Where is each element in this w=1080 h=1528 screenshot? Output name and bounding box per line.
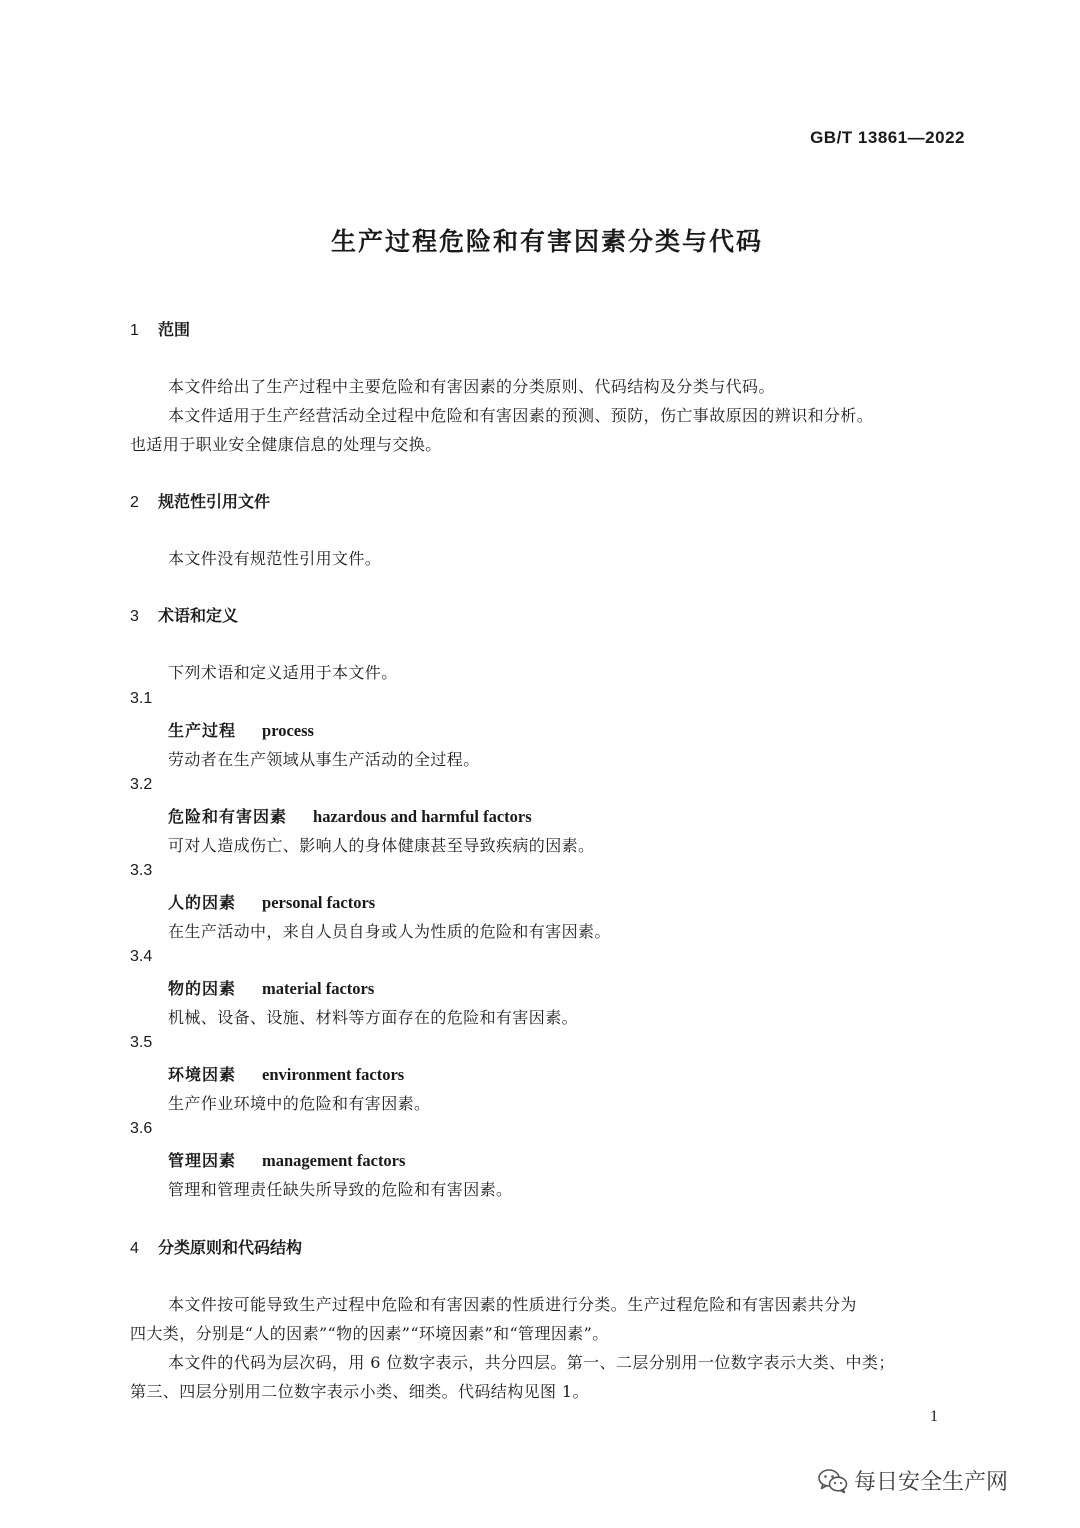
term-zh: 生产过程 [168,721,237,740]
term-en: hazardous and harmful factors [313,807,532,826]
section-title: 范围 [158,320,191,339]
term-definition: 机械、设备、设施、材料等方面存在的危险和有害因素。 [168,1008,579,1027]
term-zh: 环境因素 [168,1065,237,1084]
paragraph: 本文件的代码为层次码，用 6 位数字表示，共分四层。第一、二层分别用一位数字表示大类、中类； [168,1353,895,1372]
term-number: 3.3 [130,862,153,879]
section-title: 术语和定义 [158,606,239,625]
term-definition: 生产作业环境中的危险和有害因素。 [168,1094,431,1113]
paragraph-continuation: 第三、四层分别用二位数字表示小类、细类。代码结构见图 1。 [130,1382,589,1401]
term-en: material factors [262,979,375,998]
paragraph: 本文件没有规范性引用文件。 [168,549,382,568]
paragraph: 本文件适用于生产经营活动全过程中危险和有害因素的预测、预防，伤亡事故原因的辨识和分析。 [168,406,874,425]
term-number: 3.1 [130,690,153,707]
section-2-heading [130,489,270,512]
wechat-icon [818,1468,848,1494]
term-zh: 人的因素 [168,893,237,912]
term-en: process [262,721,314,740]
paragraph-continuation: 四大类，分别是“人的因素”“物的因素”“环境因素”和“管理因素”。 [130,1324,609,1343]
term-definition: 可对人造成伤亡、影响人的身体健康甚至导致疾病的因素。 [168,836,595,855]
section-title: 规范性引用文件 [158,492,271,511]
section-3-heading [130,603,238,626]
term-number: 3.6 [130,1120,153,1137]
paragraph-continuation: 也适用于职业安全健康信息的处理与交换。 [130,435,442,454]
standard-code: GB/T 13861—2022 [810,128,965,147]
term-heading [168,804,532,827]
term-zh: 危险和有害因素 [168,807,288,826]
term-en: personal factors [262,893,376,912]
term-definition: 在生产活动中，来自人员自身或人为性质的危险和有害因素。 [168,922,611,941]
paragraph: 下列术语和定义适用于本文件。 [168,663,398,682]
term-heading [168,976,374,999]
section-4-heading [130,1235,302,1258]
term-heading [168,1148,405,1171]
section-1-heading [130,317,190,340]
term-definition: 劳动者在生产领域从事生产活动的全过程。 [168,750,480,769]
watermark [818,1465,1008,1496]
section-number: 3 [130,608,139,625]
term-heading [168,718,314,741]
page-number: 1 [930,1408,938,1425]
term-definition: 管理和管理责任缺失所导致的危险和有害因素。 [168,1180,513,1199]
term-number: 3.2 [130,776,153,793]
term-number: 3.4 [130,948,153,965]
paragraph: 本文件给出了生产过程中主要危险和有害因素的分类原则、代码结构及分类与代码。 [168,377,775,396]
paragraph: 本文件按可能导致生产过程中危险和有害因素的性质进行分类。生产过程危险和有害因素共分为 [168,1295,857,1314]
watermark-text: 每日安全生产网 [854,1470,1009,1495]
section-number: 2 [130,494,139,511]
term-zh: 管理因素 [168,1151,237,1170]
document-title: 生产过程危险和有害因素分类与代码 [330,227,763,256]
term-zh: 物的因素 [168,979,237,998]
section-number: 4 [130,1240,139,1257]
section-number: 1 [130,322,139,339]
term-number: 3.5 [130,1034,153,1051]
section-title: 分类原则和代码结构 [158,1238,303,1257]
term-en: environment factors [262,1065,405,1084]
term-heading [168,1062,404,1085]
term-heading [168,890,375,913]
term-en: management factors [262,1151,406,1170]
